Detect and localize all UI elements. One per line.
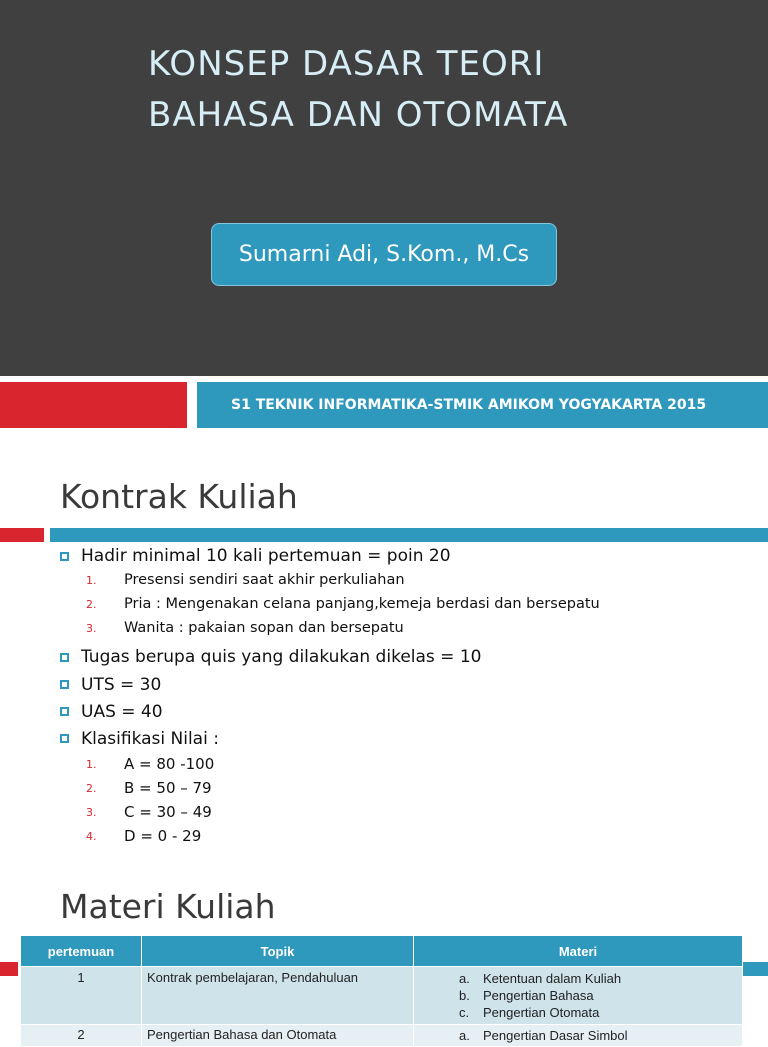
list-item-text: Hadir minimal 10 kali pertemuan = poin 20 <box>81 546 451 566</box>
sub-item <box>60 592 760 616</box>
table-header-row <box>21 936 743 967</box>
list-item-text: Tugas berupa quis yang dilakukan dikelas = 10 <box>81 647 482 667</box>
column-header: Materi <box>414 936 743 967</box>
materi-marker: b. <box>459 988 470 1003</box>
table-row <box>21 967 743 1025</box>
title-red-accent <box>0 962 18 976</box>
square-bullet-icon <box>60 653 69 662</box>
materi-cell <box>414 1025 743 1047</box>
list-item <box>60 643 760 671</box>
sub-item-number: 4. <box>86 829 97 843</box>
sub-item-number: 1. <box>86 573 97 587</box>
sub-item <box>60 616 760 640</box>
sub-item-number: 3. <box>86 805 97 819</box>
slide-title-line-2: BAHASA DAN OTOMATA <box>148 95 569 135</box>
list-item-text: Klasifikasi Nilai : <box>81 728 219 749</box>
column-header: Topik <box>142 936 414 967</box>
sub-item-text: A = 80 -100 <box>124 755 215 773</box>
list-item <box>60 544 760 568</box>
list-item-text: UTS = 30 <box>81 674 162 695</box>
sub-item-text: B = 50 – 79 <box>124 779 212 797</box>
author-name: Sumarni Adi, S.Kom., M.Cs <box>238 242 530 267</box>
footer-band <box>0 376 768 428</box>
pertemuan-cell: 1 <box>21 967 142 1025</box>
list-item-text: UAS = 40 <box>81 701 163 722</box>
materi-table <box>20 935 743 1047</box>
topik-cell: Pengertian Bahasa dan Otomata <box>142 1025 414 1047</box>
materi-text: Pengertian Otomata <box>483 1005 600 1020</box>
sub-item <box>60 776 760 800</box>
materi-item <box>459 987 737 1004</box>
sub-item-number: 2. <box>86 597 97 611</box>
sub-item <box>60 568 760 592</box>
kontrak-kuliah-title: Kontrak Kuliah <box>60 477 298 516</box>
table-row <box>21 1025 743 1047</box>
square-bullet-icon <box>60 707 69 716</box>
materi-item <box>459 1004 737 1021</box>
sub-item-text: Wanita : pakaian sopan dan bersepatu <box>124 620 404 636</box>
sub-item <box>60 824 760 848</box>
materi-marker: a. <box>459 971 470 986</box>
footer-bar <box>197 382 768 428</box>
square-bullet-icon <box>60 552 69 561</box>
materi-item <box>459 970 737 987</box>
materi-text: Pengertian Bahasa <box>483 988 594 1003</box>
square-bullet-icon <box>60 734 69 743</box>
title-slide <box>0 0 768 376</box>
title-blue-accent <box>50 528 768 542</box>
materi-kuliah-title: Materi Kuliah <box>60 887 276 926</box>
footer-text: S1 TEKNIK INFORMATIKA-STMIK AMIKOM YOGYAKARTA 2015 <box>231 397 707 413</box>
sub-item-text: D = 0 - 29 <box>124 827 202 845</box>
list-item <box>60 671 760 698</box>
sub-item-text: Presensi sendiri saat akhir perkuliahan <box>124 572 405 588</box>
materi-text: Ketentuan dalam Kuliah <box>483 971 622 986</box>
sub-item-number: 2. <box>86 781 97 795</box>
column-header: pertemuan <box>21 936 142 967</box>
materi-text: Pengertian Dasar Simbol <box>483 1028 628 1043</box>
materi-marker: a. <box>459 1028 470 1043</box>
materi-item <box>459 1027 737 1044</box>
topik-cell: Kontrak pembelajaran, Pendahuluan <box>142 967 414 1025</box>
title-red-accent <box>0 528 44 542</box>
sub-item-text: Pria : Mengenakan celana panjang,kemeja berdasi dan bersepatu <box>124 596 600 612</box>
list-item <box>60 725 760 752</box>
author-box <box>211 223 557 286</box>
list-item <box>60 698 760 725</box>
sub-item <box>60 752 760 776</box>
red-accent-bar <box>0 382 187 428</box>
materi-cell <box>414 967 743 1025</box>
sub-item <box>60 800 760 824</box>
square-bullet-icon <box>60 680 69 689</box>
sub-item-number: 1. <box>86 757 97 771</box>
title-blue-accent <box>740 962 768 976</box>
pertemuan-cell: 2 <box>21 1025 142 1047</box>
slide-title-line-1: KONSEP DASAR TEORI <box>148 44 545 84</box>
sub-item-text: C = 30 – 49 <box>124 803 212 821</box>
sub-item-number: 3. <box>86 621 97 635</box>
kontrak-list <box>60 544 760 848</box>
materi-marker: c. <box>459 1005 470 1020</box>
